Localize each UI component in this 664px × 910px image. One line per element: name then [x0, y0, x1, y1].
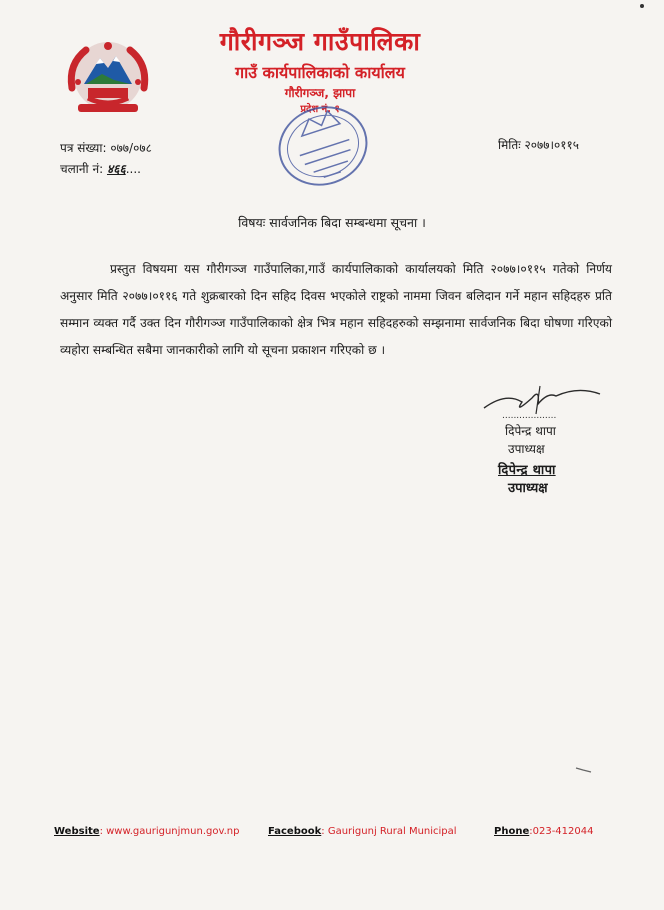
- website-label: Website: [54, 826, 100, 837]
- role-seal: उपाध्यक्ष: [508, 481, 548, 496]
- date-value: २०७७।०११५: [524, 138, 579, 152]
- phone-number: 023-412044: [532, 826, 594, 837]
- website-link[interactable]: www.gaurigunjmun.gov.np: [106, 826, 240, 837]
- office-place: गौरीगञ्ज, झापा: [284, 86, 356, 100]
- office-title: गौरीगञ्ज गाउँपालिका: [219, 27, 421, 56]
- facebook-link[interactable]: Gaurigunj Rural Municipal: [327, 826, 457, 837]
- notice-body: प्रस्तुत विषयमा यस गौरीगञ्ज गाउँपालिका,गाउँ कार्यपालिकाको कार्यालयको मिति २०७७।०११५ गतेको निर्णय अनुसार मिति २०७७।०११६ गते शुक्रबारको दिन सहिद दिवस भएकोले राष्ट्रको नाममा जिवन बलिदान गर्ने महान सहिदहरु प्रति सम्मान व्यक्त गर्दै उक्त दिन गौरीगञ्ज गाउँपालिकाको क्षेत्र भित्र महान सहिदहरुको सम्झनामा सार्वजनिक बिदा घोषणा गरिएको व्यहोरा सम्बन्धित सबैमा जानकारीको लागि यो सूचना प्रकाशन गरिएको छ ।: [60, 262, 612, 357]
- corner-speck: [640, 4, 644, 8]
- signatory-name: दिपेन्द्र थापा: [505, 424, 556, 438]
- dispatch-label: चलानी नं:: [60, 162, 104, 176]
- nepal-emblem-icon: [58, 34, 158, 120]
- letter-number-label: पत्र संख्या:: [60, 141, 107, 155]
- office-stamp-icon: [268, 96, 378, 196]
- signature-dots: ...................: [502, 411, 557, 421]
- office-province: प्रदेश नं. १: [300, 104, 340, 115]
- notice-subject: विषयः सार्वजनिक बिदा सम्बन्धमा सूचना ।: [238, 215, 426, 230]
- scan-mark-icon: [575, 764, 593, 774]
- facebook-label: Facebook: [268, 826, 322, 837]
- dispatch-value: ४६६: [106, 162, 126, 176]
- letter-number: [60, 139, 152, 156]
- footer-website: Website: www.gaurigunjmun.gov.np: [54, 826, 240, 837]
- dispatch-number: [60, 160, 141, 177]
- footer-facebook: Facebook: Gaurigunj Rural Municipal: [268, 826, 457, 837]
- name-seal: दिपेन्द्र थापा: [498, 463, 556, 478]
- office-subtitle: गाउँ कार्यपालिकाको कार्यालय: [235, 63, 405, 82]
- dispatch-dots: ....: [125, 162, 141, 176]
- signature-scribble-icon: [478, 384, 608, 422]
- date-label: मितिः: [498, 138, 521, 152]
- footer-phone: Phone:023-412044: [494, 826, 594, 837]
- letter-number-value: ०७७/०७८: [110, 141, 152, 155]
- signatory-role: उपाध्यक्ष: [508, 442, 545, 456]
- phone-label: Phone: [494, 826, 530, 837]
- letter-date: [498, 136, 579, 153]
